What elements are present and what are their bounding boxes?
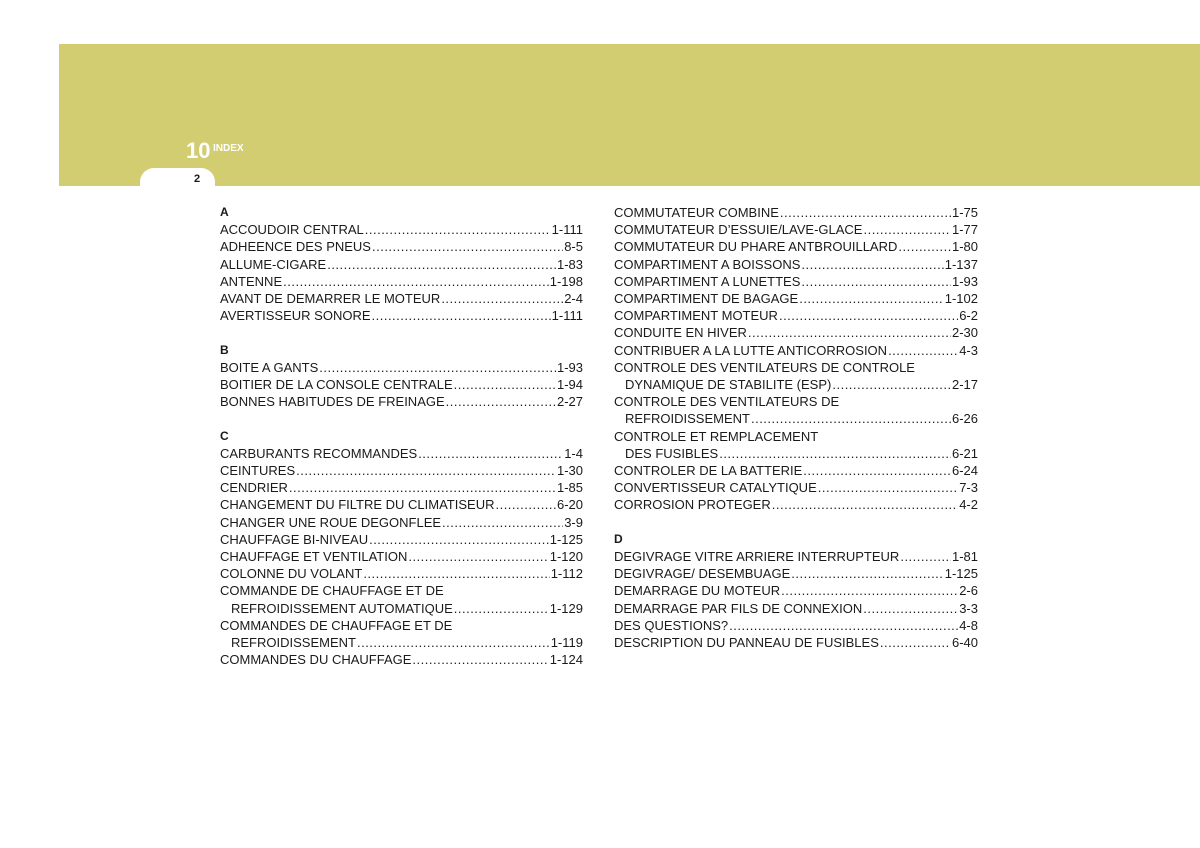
index-entry: COMPARTIMENT A BOISSONS ..... 1-137 <box>614 256 978 273</box>
chapter-title: INDEX <box>213 143 244 154</box>
index-entry: AVERTISSEUR SONORE ..... 1-111 <box>220 307 583 324</box>
page-ref: 2-30 <box>951 325 978 341</box>
leader-dots <box>900 548 951 565</box>
leader-dots <box>369 531 549 548</box>
leader-dots <box>748 324 951 341</box>
page-ref: 1-81 <box>951 549 978 565</box>
page-ref: 1-4 <box>564 445 583 461</box>
index-entry: BOITIER DE LA CONSOLE CENTRALE ..... 1-94 <box>220 376 583 393</box>
index-entry: BONNES HABITUDES DE FREINAGE ..... 2-27 <box>220 393 583 410</box>
page-ref: 1-125 <box>944 566 978 582</box>
chapter-number: 10 <box>186 138 211 163</box>
index-entry: COMPARTIMENT A LUNETTES ..... 1-93 <box>614 273 978 290</box>
section-letter-c: C <box>220 428 229 443</box>
index-entry: REFROIDISSEMENT ..... 1-119 <box>220 634 583 651</box>
page-number-tab <box>140 168 215 194</box>
leader-dots <box>372 307 551 324</box>
index-entry: CARBURANTS RECOMMANDES ..... 1-4 <box>220 445 583 462</box>
leader-dots <box>418 445 563 462</box>
section-letter-d: D <box>614 531 623 546</box>
page-ref: 8-5 <box>564 239 583 255</box>
page-ref: 1-30 <box>556 462 583 478</box>
page-ref: 4-2 <box>959 497 978 513</box>
index-entry: DES FUSIBLES ..... 6-21 <box>614 445 978 462</box>
index-entry: COMMANDES DU CHAUFFAGE ..... 1-124 <box>220 651 583 668</box>
page-ref: 6-2 <box>959 308 978 324</box>
leader-dots <box>289 479 556 496</box>
index-entry-first-line: CONTROLE ET REMPLACEMENT <box>614 428 819 444</box>
index-entry: ACCOUDOIR CENTRAL ..... 1-111 <box>220 221 583 238</box>
page-ref: 1-112 <box>550 566 583 582</box>
index-entry: DYNAMIQUE DE STABILITE (ESP) ..... 2-17 <box>614 376 978 393</box>
page-number: 2 <box>194 173 201 185</box>
leader-dots <box>799 290 944 307</box>
leader-dots <box>442 514 563 531</box>
page-ref: 1-124 <box>549 652 583 668</box>
page-ref: 1-198 <box>549 273 583 289</box>
page-ref: 2-4 <box>564 291 583 306</box>
leader-dots <box>441 290 563 307</box>
page-ref: 1-125 <box>549 531 583 547</box>
page-ref: 7-3 <box>959 480 978 496</box>
leader-dots <box>832 376 951 393</box>
page-ref: 1-93 <box>556 359 583 375</box>
page-ref: 2-17 <box>951 377 978 393</box>
leader-dots <box>898 238 951 255</box>
section-letter-b: B <box>220 342 229 357</box>
page-ref: 1-137 <box>944 256 978 272</box>
leader-dots <box>751 410 951 427</box>
index-entry: DEMARRAGE DU MOTEUR ..... 2-6 <box>614 582 978 599</box>
index-entry: CONVERTISSEUR CATALYTIQUE ..... 7-3 <box>614 479 978 496</box>
leader-dots <box>719 445 951 462</box>
leader-dots <box>412 651 548 668</box>
index-entry: COMMUTATEUR COMBINE ..... 1-75 <box>614 204 978 221</box>
index-column-right <box>614 204 978 651</box>
leader-dots <box>327 256 556 273</box>
leader-dots <box>454 376 556 393</box>
index-entry: ADHEENCE DES PNEUS ..... 8-5 <box>220 238 583 255</box>
index-entry-first-line: COMMANDES DE CHAUFFAGE ET DE <box>220 617 453 633</box>
section-letter-a: A <box>220 205 229 219</box>
page-ref: 1-119 <box>550 635 583 650</box>
index-entry: AVANT DE DEMARRER LE MOTEUR ..... 2-4 <box>220 290 583 307</box>
index-entry: REFROIDISSEMENT AUTOMATIQUE ..... 1-129 <box>220 600 583 617</box>
page-ref: 1-77 <box>951 222 978 238</box>
leader-dots <box>863 600 958 617</box>
leader-dots <box>283 273 549 290</box>
index-entry: COMMUTATEUR DU PHARE ANTBROUILLARD ..... 1-80 <box>614 238 978 255</box>
index-entry: CHANGEMENT DU FILTRE DU CLIMATISEUR ..... 6-20 <box>220 496 583 513</box>
page-ref: 1-75 <box>951 205 978 220</box>
leader-dots <box>454 600 549 617</box>
leader-dots <box>888 342 958 359</box>
page-ref: 6-40 <box>951 635 978 651</box>
leader-dots <box>296 462 556 479</box>
index-entry: DESCRIPTION DU PANNEAU DE FUSIBLES ..... 6-40 <box>614 634 978 651</box>
index-entry: CHAUFFAGE BI-NIVEAU ..... 1-125 <box>220 531 583 548</box>
leader-dots <box>780 204 951 221</box>
page-ref: 4-3 <box>959 342 978 358</box>
index-entry: REFROIDISSEMENT ..... 6-26 <box>614 410 978 427</box>
page-ref: 2-27 <box>556 394 583 410</box>
index-column-left <box>220 204 583 668</box>
index-entry: COLONNE DU VOLANT ..... 1-112 <box>220 565 583 582</box>
index-entry-first-line: CONTROLE DES VENTILATEURS DE <box>614 394 840 410</box>
chapter-header-band <box>59 44 1200 186</box>
index-entry: CORROSION PROTEGER ..... 4-2 <box>614 496 978 513</box>
leader-dots <box>495 496 556 513</box>
page-ref: 1-120 <box>549 548 583 564</box>
leader-dots <box>801 256 943 273</box>
page-ref: 1-102 <box>944 291 978 307</box>
page-ref: 6-20 <box>556 497 583 513</box>
leader-dots <box>772 496 958 513</box>
index-entry: COMPARTIMENT DE BAGAGE ..... 1-102 <box>614 290 978 307</box>
index-entry: DEGIVRAGE VITRE ARRIERE INTERRUPTEUR ..... 1-81 <box>614 548 978 565</box>
leader-dots <box>729 617 958 634</box>
page-ref: 1-93 <box>951 273 978 289</box>
leader-dots <box>372 238 563 255</box>
page-ref: 6-26 <box>951 411 978 427</box>
index-entry: COMPARTIMENT MOTEUR ..... 6-2 <box>614 307 978 324</box>
page-ref: 3-3 <box>959 600 978 616</box>
leader-dots <box>863 221 950 238</box>
leader-dots <box>319 359 556 376</box>
index-entry-first-line: COMMANDE DE CHAUFFAGE ET DE <box>220 583 444 599</box>
leader-dots <box>781 582 958 599</box>
index-entry: CONDUITE EN HIVER ..... 2-30 <box>614 324 978 341</box>
leader-dots <box>446 393 556 410</box>
index-entry: DEMARRAGE PAR FILS DE CONNEXION ..... 3-3 <box>614 600 978 617</box>
page-ref: 6-21 <box>951 445 978 461</box>
index-entry: DES QUESTIONS? ..... 4-8 <box>614 617 978 634</box>
leader-dots <box>880 634 951 651</box>
page-ref: 1-111 <box>551 222 583 238</box>
index-entry: BOITE A GANTS ..... 1-93 <box>220 359 583 376</box>
page-ref: 1-83 <box>556 256 583 272</box>
leader-dots <box>363 565 549 582</box>
index-entry: ANTENNE ..... 1-198 <box>220 273 583 290</box>
index-entry: CHAUFFAGE ET VENTILATION ..... 1-120 <box>220 548 583 565</box>
leader-dots <box>408 548 548 565</box>
page-ref: 2-6 <box>959 583 978 599</box>
page-ref: 3-9 <box>564 514 583 530</box>
page-ref: 1-129 <box>549 600 583 616</box>
index-entry: COMMUTATEUR D’ESSUIE/LAVE-GLACE ..... 1-77 <box>614 221 978 238</box>
page-ref: 6-24 <box>951 463 978 479</box>
leader-dots <box>818 479 958 496</box>
leader-dots <box>357 634 550 651</box>
leader-dots <box>803 462 951 479</box>
index-entry: CHANGER UNE ROUE DEGONFLEE ..... 3-9 <box>220 514 583 531</box>
leader-dots <box>801 273 951 290</box>
leader-dots <box>779 307 958 324</box>
index-entry: CENDRIER ..... 1-85 <box>220 479 583 496</box>
page-ref: 1-111 <box>551 308 583 324</box>
index-entry: CEINTURES ..... 1-30 <box>220 462 583 479</box>
page-ref: 4-8 <box>959 617 978 633</box>
index-entry: ALLUME-CIGARE ..... 1-83 <box>220 256 583 273</box>
page-ref: 1-94 <box>556 376 583 392</box>
index-entry: CONTROLER DE LA BATTERIE ..... 6-24 <box>614 462 978 479</box>
page-ref: 1-85 <box>556 480 583 496</box>
index-entry-first-line: CONTROLE DES VENTILATEURS DE CONTROLE <box>614 359 915 375</box>
leader-dots <box>791 565 943 582</box>
leader-dots <box>365 221 551 238</box>
index-entry: CONTRIBUER A LA LUTTE ANTICORROSION ..... 4-3 <box>614 342 978 359</box>
page-ref: 1-80 <box>951 239 978 255</box>
index-entry: DEGIVRAGE/ DESEMBUAGE ..... 1-125 <box>614 565 978 582</box>
